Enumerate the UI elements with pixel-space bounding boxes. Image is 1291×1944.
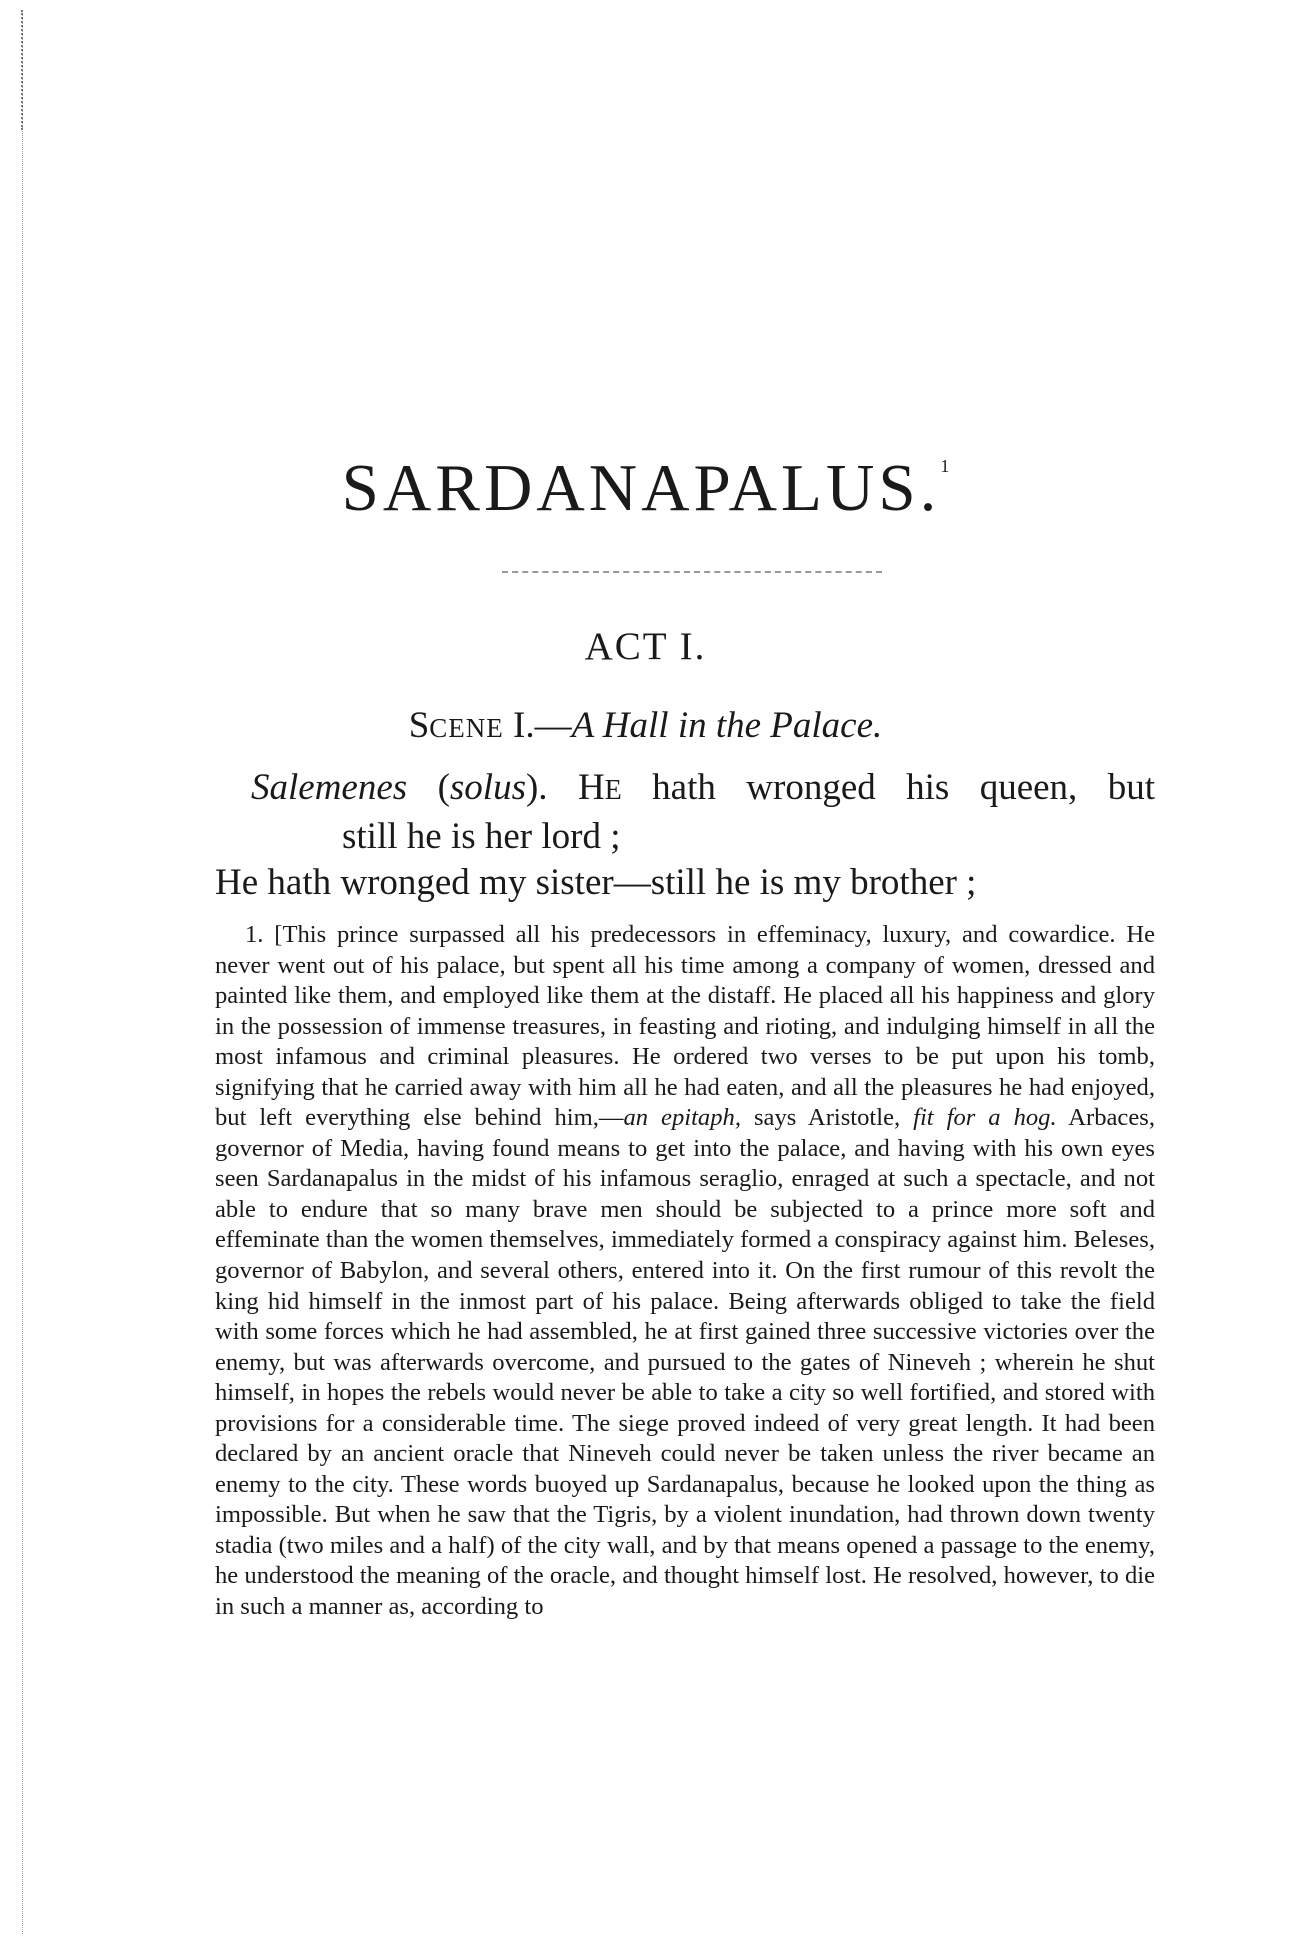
verse-initial: H	[577, 767, 605, 808]
footnote-italic-epitaph: an epitaph,	[623, 1104, 741, 1132]
scene-setting: A Hall in the Palace.	[571, 705, 883, 746]
verse-initial-caps: E	[604, 775, 622, 806]
footnote-text-part-1: [This prince surpassed all his predecessors in effeminacy, luxury, and cowardice. He never went out of his palace, but spent all his time among a company of women, dressed and painted like them, and employed like them at the distaff. He placed all his happiness and glory in the possession of immense treasures, in feasting and rioting, and indulging himself in all the most infamous and criminal pleasures. He ordered two verses to be put upon his tomb, signifying that he carried away with him all he had eaten, and all the pleasures he had enjoyed, but left everything else behind him,—	[215, 921, 1155, 1132]
footnote-number: 1.	[245, 921, 264, 948]
footnote-reference: 1	[940, 456, 950, 476]
verse-line-1: Salemenes (solus). HE hath wronged his queen, but	[251, 767, 1155, 808]
verse-line-2: He hath wronged my sister—still he is my brother ;	[215, 862, 977, 903]
speaker-name: Salemenes	[251, 767, 408, 808]
title-text: SARDANAPALUS.	[341, 451, 941, 525]
page-binding-edge	[22, 10, 29, 1934]
act-heading: ACT I.	[584, 625, 707, 668]
scene-label: CENE	[429, 713, 504, 743]
stage-direction: solus	[449, 767, 526, 808]
verse-line-1-text: hath wronged his queen, but	[621, 767, 1155, 808]
scene-initial: S	[408, 705, 430, 746]
scene-number: I.—	[503, 705, 572, 746]
footnote-text-part-3: Arbaces, governor of Media, having found means to get into the palace, and having with his own eyes seen Sardanapalus in the midst of his infamous seraglio, enraged at such a spectacle, and not able to endure that so many brave men should be subjected to a prince more soft and effeminate than the women themselves, immediately formed a conspiracy against him. Beleses, governor of Babylon, and several others, entered into it. On the first rumour of this revolt the king hid himself in the inmost part of his palace. Being afterwards obliged to take the field with some forces which he had assembled, he at first gained three successive victories over the enemy, but was afterwards overcome, and pursued to the gates of Nineveh ; wherein he shut himself, in hopes the rebels would never be able to take a city so well fortified, and stored with provisions for a considerable time. The siege proved indeed of very great length. It had been declared by an ancient oracle that Nineveh could never be taken unless the river became an enemy to the city. These words buoyed up Sardanapalus, because he looked upon the thing as impossible. But when he saw that the Tigris, by a violent inundation, had thrown down twenty stadia (two miles and a half) of the city wall, and by that means opened a passage to the enemy, he understood the meaning of the oracle, and thought himself lost. He resolved, however, to die in such a manner as, according to	[215, 1104, 1155, 1621]
footnote	[215, 920, 1155, 1623]
verse-line-1-continued: still he is her lord ;	[342, 816, 621, 857]
ornamental-rule	[502, 571, 882, 575]
footnote-text-part-2: says Aristotle,	[740, 1104, 914, 1132]
verse-block	[215, 765, 1155, 906]
page-title	[0, 450, 1291, 527]
scene-heading	[0, 704, 1291, 747]
footnote-italic-hog: fit for a hog.	[913, 1104, 1057, 1132]
